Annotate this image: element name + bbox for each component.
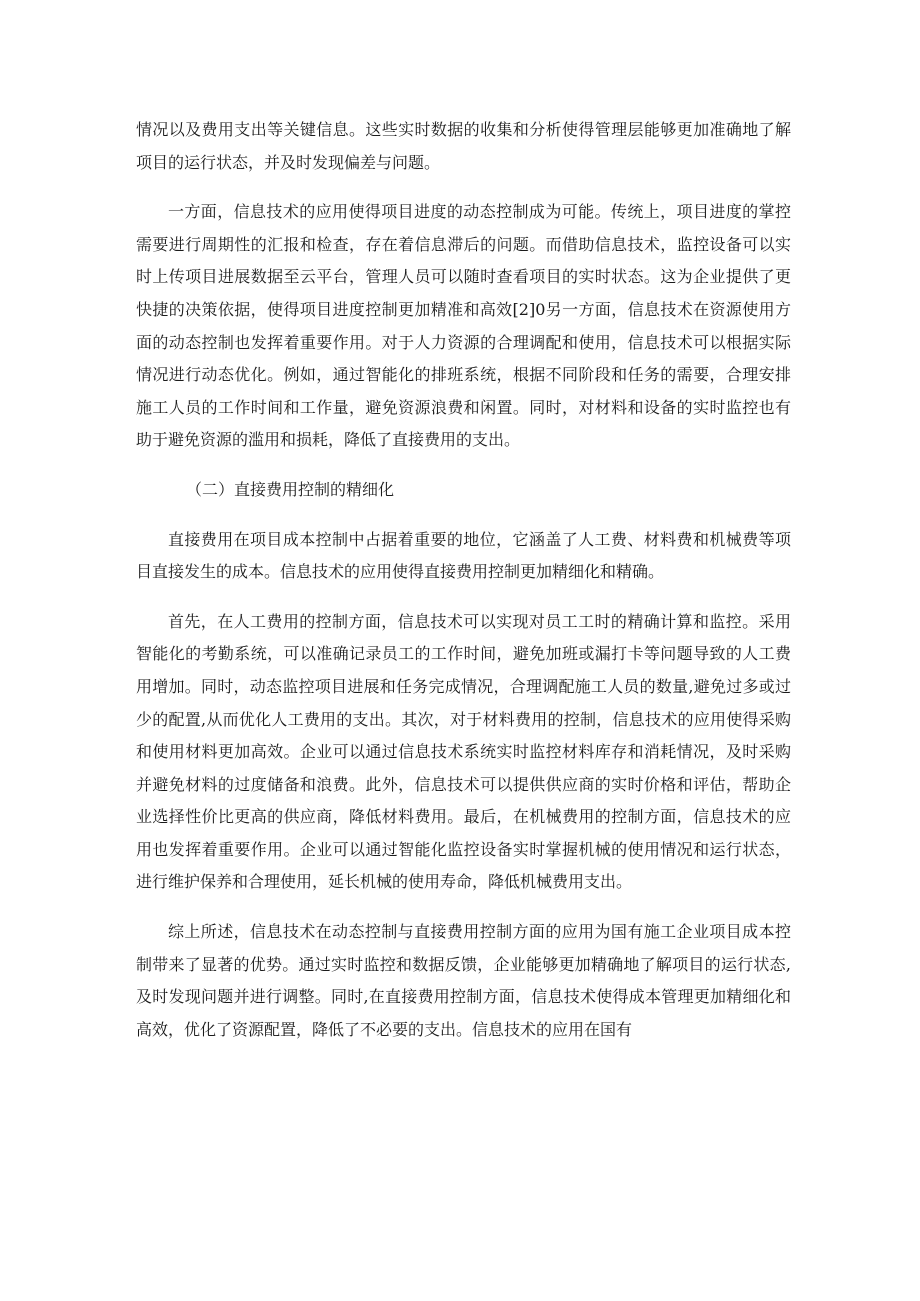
paragraph-summary: 综上所述，信息技术在动态控制与直接费用控制方面的应用为国有施工企业项目成本控制带来了显著的优势。通过实时监控和数据反馈，企业能够更加精确地了解项目的运行状态,及时发现问题并进行调整。同时,在直接费用控制方面，信息技术使得成本管理更加精细化和高效，优化了资源配置，降低了不必要的支出。信息技术的应用在国有 xyxy=(136,922,791,1039)
paragraph-direct-cost-detail: 首先，在人工费用的控制方面，信息技术可以实现对员工工时的精确计算和监控。采用智能化的考勤系统，可以准确记录员工的工作时间，避免加班或漏打卡等问题导致的人工费用增加。同时，动态监控项目进展和任务完成情况，合理调配施工人员的数量,避免过多或过少的配置,从而优化人工费用的支出。其次，对于材料费用的控制，信息技术的应用使得采购和使用材料更加高效。企业可以通过信息技术系统实时监控材料库存和消耗情况，及时采购并避免材料的过度储备和浪费。此外，信息技术可以提供供应商的实时价格和评估，帮助企业选择性价比更高的供应商，降低材料费用。最后，在机械费用的控制方面，信息技术的应用也发挥着重要作用。企业可以通过智能化监控设备实时掌握机械的使用情况和运行状态，进行维护保养和合理使用，延长机械的使用寿命，降低机械费用支出。 xyxy=(136,611,791,892)
paragraph-continuation: 情况以及费用支出等关键信息。这些实时数据的收集和分析使得管理层能够更加准确地了解项目的运行状态，并及时发现偏差与问题。 xyxy=(136,120,791,172)
section-heading: （二）直接费用控制的精细化 xyxy=(186,479,395,499)
paragraph-dynamic-control: 一方面，信息技术的应用使得项目进度的动态控制成为可能。传统上，项目进度的掌控需要进行周期性的汇报和检查，存在着信息滞后的问题。而借助信息技术，监控设备可以实时上传项目进展数据至云平台，管理人员可以随时查看项目的实时状态。这为企业提供了更快捷的决策依据，使得项目进度控制更加精准和高效[2]0另一方面，信息技术在资源使用方面的动态控制也发挥着重要作用。对于人力资源的合理调配和使用，信息技术可以根据实际情况进行动态优化。例如，通过智能化的排班系统，根据不同阶段和任务的需要，合理安排施工人员的工作时间和工作量，避免资源浪费和闲置。同时，对材料和设备的实时监控也有助于避免资源的滥用和损耗，降低了直接费用的支出。 xyxy=(136,202,791,450)
document-body xyxy=(136,114,791,1063)
paragraph-direct-cost-intro: 直接费用在项目成本控制中占据着重要的地位，它涵盖了人工费、材料费和机械费等项目直接发生的成本。信息技术的应用使得直接费用控制更加精细化和精确。 xyxy=(136,529,791,582)
